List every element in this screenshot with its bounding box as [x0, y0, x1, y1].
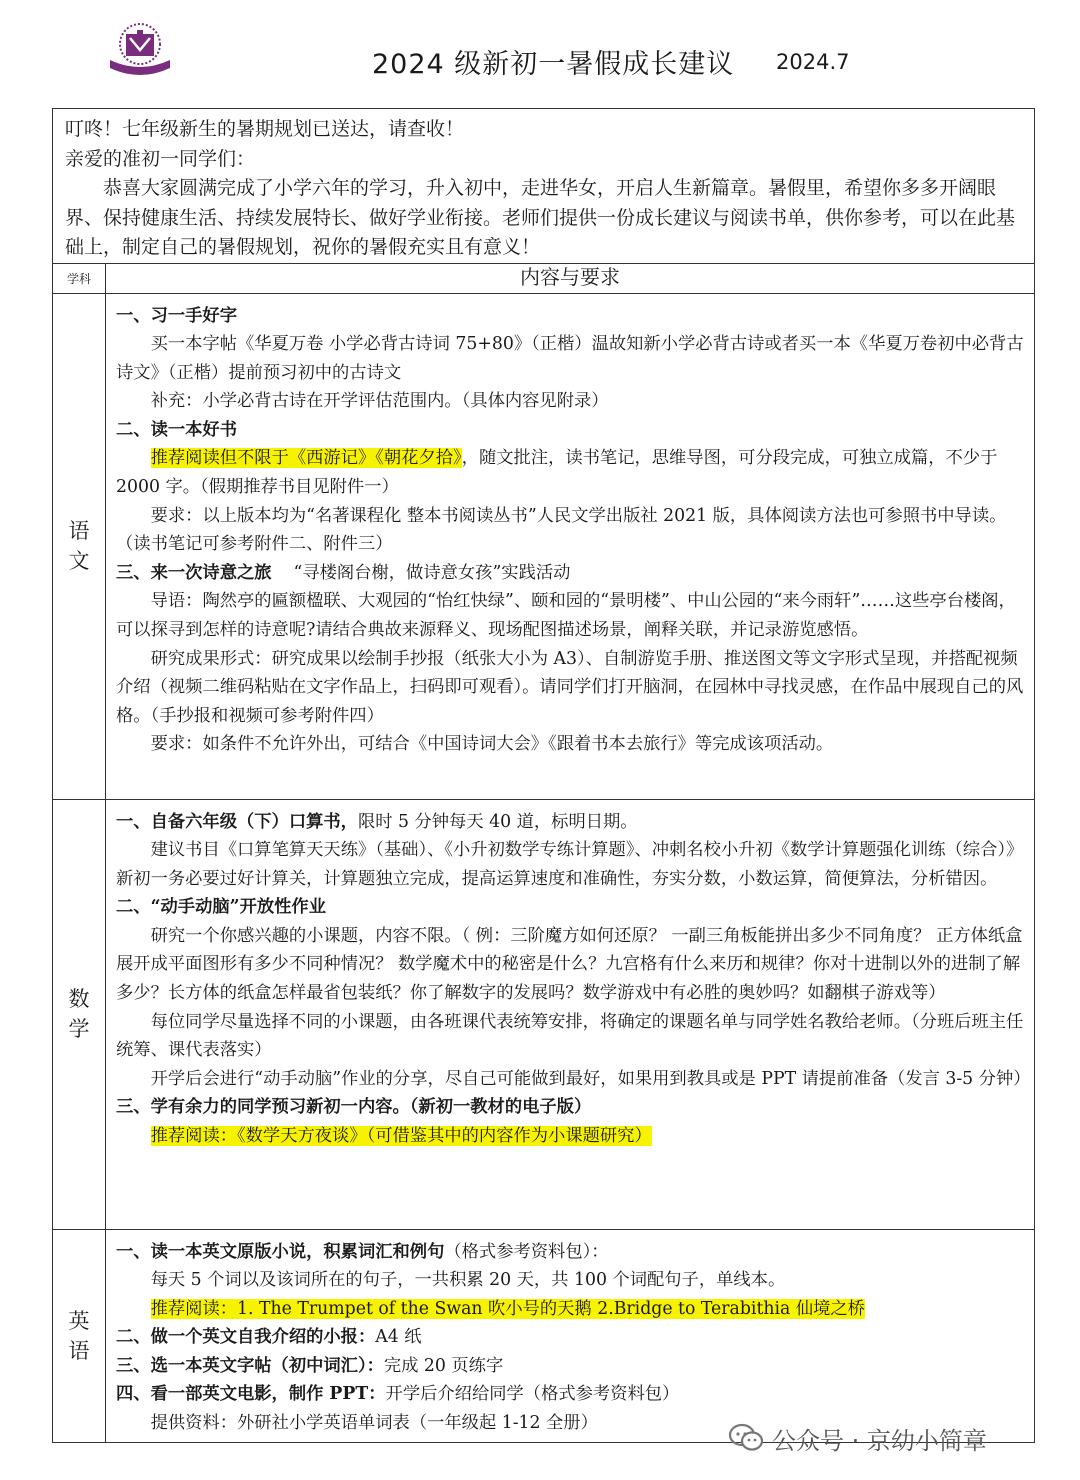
english-section-1-reading: [116, 1295, 1024, 1324]
chinese-section-2-text: 推荐阅读但不限于《西游记》《朝花夕拾》，随文批注，读书笔记，思维导图，可分段完成，可独立成篇，不少于 2000 字。（假期推荐书目见附件一）: [116, 448, 998, 498]
chinese-section-1-title: 一、习一手好字: [116, 305, 237, 326]
english-section-4-title: 四、看一部英文电影，制作 PPT：开学后介绍给同学（格式参考资料包）: [116, 1384, 680, 1405]
chinese-section-3-format: 研究成果形式：研究成果以绘制手抄报（纸张大小为 A3）、自制游览手册、推送图文等文字形式呈现，并搭配视频介绍（视频二维码粘贴在文字作品上，扫码即可观看）。请同学们打开脑洞，在园林中寻找灵感，在作品中展现自己的风格。（手抄报和视频可参考附件四）: [116, 648, 1024, 726]
english-section-4-resource: 提供资料：外研社小学英语单词表（一年级起 1-12 全册）: [150, 1413, 598, 1434]
english-content: [106, 1229, 1035, 1442]
intro-greeting: 叮咚！七年级新生的暑期规划已送达，请查收！: [65, 118, 465, 140]
math-row: [53, 799, 1035, 1229]
chinese-row: [53, 293, 1035, 799]
growth-plan-table: [52, 108, 1035, 1443]
english-section-2-title: 二、做一个英文自我介绍的小报：A4 纸: [116, 1327, 422, 1348]
chinese-section-3-intro: 导语：陶然亭的匾额楹联、大观园的“怡红快绿”、颐和园的“景明楼”、中山公园的“来今雨轩”……这些亭台楼阁，可以探寻到怎样的诗意呢?请结合典故来源释义、现场配图描述场景，阐释关联，并记录游览感悟。: [116, 591, 1016, 641]
intro-cell: [53, 109, 1035, 264]
subject-english: 英 语: [53, 1229, 106, 1442]
english-row: [53, 1229, 1035, 1442]
chinese-section-2-requirement: 要求：以上版本均为“名著课程化 整本书阅读丛书”人民文学出版社 2021 版，具体阅读方法也可参照书中导读。（读书笔记可参考附件二、附件三）: [116, 505, 1007, 555]
subject-math: 数 学: [53, 799, 106, 1229]
math-section-2-sharing: 开学后会进行“动手动脑”作业的分享，尽自己可能做到最好，如果用到教具或是 PPT 请提前准备（发言 3-5 分钟）: [150, 1068, 1031, 1089]
subject-chinese: 语 文: [53, 293, 106, 799]
math-section-2-title: 二、“动手动脑”开放性作业: [116, 897, 326, 918]
math-content: [106, 799, 1035, 1229]
document-title: 2024 级新初一暑假成长建议: [372, 49, 735, 80]
page-header: [0, 0, 1080, 108]
intro-salutation: 亲爱的准初一同学们：: [65, 147, 256, 170]
english-section-1-title: 一、读一本英文原版小说，积累词汇和例句（格式参考资料包）：: [116, 1241, 609, 1262]
chinese-content: [106, 293, 1035, 799]
highlighted-reading: 推荐阅读但不限于《西游记》《朝花夕拾》: [150, 448, 462, 469]
watermark-text: 公众号 · 京幼小简章: [772, 1426, 987, 1455]
chinese-section-3-title: 三、来一次诗意之旅 “寻楼阁台榭，做诗意女孩”实践活动: [116, 562, 571, 583]
chinese-section-1-text: 买一本字帖《华夏万卷 小学必背古诗词 75+80》（正楷）温故知新小学必背古诗或者买一本《华夏万卷初中必背古诗文》（正楷）提前预习初中的古诗文: [116, 334, 1024, 383]
english-section-1-text: 每天 5 个词以及该词所在的句子，一共积累 20 天，共 100 个词配句子，单线本。: [150, 1270, 786, 1291]
chinese-section-1-note: 补充：小学必背古诗在开学评估范围内。（具体内容见附录）: [150, 391, 609, 412]
math-section-2-text: 研究一个你感兴趣的小课题，内容不限。（ 例：三阶魔方如何还原？ 一副三角板能拼出多少不同角度？ 正方体纸盒展开成平面图形有多少不同种情况？ 数学魔术中的秘密是什么？九宫格有什么来历和规律？你对十进制以外的进制了解多少？长方体的纸盒怎样最省包装纸？你了解数字的发展吗？数学游戏中有必胜的奥妙吗？如翻棋子游戏等）: [116, 925, 1023, 1004]
school-logo: [104, 16, 176, 88]
subject-column-header: 学科: [53, 263, 106, 293]
content-column-header: 内容与要求: [106, 263, 1035, 293]
english-section-3-title: 三、选一本英文字帖（初中词汇）：完成 20 页练字: [116, 1355, 504, 1376]
math-section-3-text: [116, 1122, 1024, 1151]
math-section-1-text: 建议书目《口算笔算天天练》（基础）、《小升初数学专练计算题》、冲刺名校小升初《数学计算题强化训练（综合）》 新初一务必要过好计算关，计算题独立完成，提高运算速度和准确性，夯实分数，小数运算，简便算法，分析错因。: [116, 840, 1024, 889]
highlighted-reading: 推荐阅读：《数学天方夜谈》（可借鉴其中的内容作为小课题研究）: [150, 1126, 652, 1147]
wechat-icon: [728, 1423, 764, 1453]
math-section-3-title: 三、学有余力的同学预习新初一内容。（新初一教材的电子版）: [116, 1097, 592, 1118]
document-date: 2024.7: [776, 50, 850, 74]
math-section-1-title: 一、自备六年级（下）口算书，限时 5 分钟每天 40 道，标明日期。: [116, 811, 638, 832]
highlighted-reading: 推荐阅读：1. The Trumpet of the Swan 吹小号的天鹅 2.Bridge to Terabithia 仙境之桥: [150, 1298, 865, 1319]
intro-body: 恭喜大家圆满完成了小学六年的学习，升入初中，走进华女，开启人生新篇章。暑假里，希望你多多开阔眼界、保持健康生活、持续发展特长、做好学业衔接。老师们提供一份成长建议与阅读书单，供你参考，可以在此基础上，制定自己的暑假规划，祝你的暑假充实且有意义！: [65, 177, 1016, 258]
watermark: [728, 1418, 987, 1458]
chinese-section-3-requirement: 要求：如条件不允许外出，可结合《中国诗词大会》《跟着书本去旅行》等完成该项活动。: [150, 734, 834, 755]
math-section-2-assignment: 每位同学尽量选择不同的小课题，由各班课代表统筹安排，将确定的课题名单与同学姓名教给老师。（分班后班主任统筹、课代表落实）: [116, 1011, 1024, 1061]
chinese-section-2-title: 二、读一本好书: [116, 419, 237, 440]
